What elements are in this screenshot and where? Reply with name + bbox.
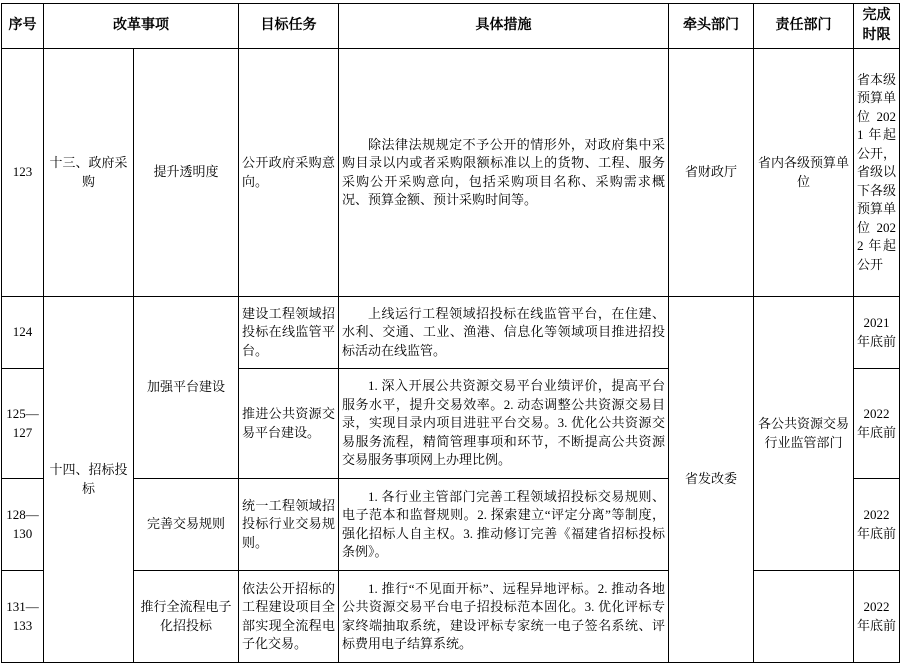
- table-row: [2, 571, 900, 663]
- row-deadline: 2021 年底前: [854, 297, 900, 369]
- row-deadline: 省本级预算单位 2021 年起公开，省级以下各级预算单位 2022 年起公开: [854, 49, 900, 297]
- table-row: [2, 49, 900, 297]
- row-measure: 1. 推行“不见面开标”、远程异地评标。2. 推动各地公共资源交易平台电子招投标范本固化。3. 优化评标专家终端抽取系统，建设评标专家统一电子签名系统、评标费用电子结算系统。: [339, 571, 669, 663]
- row-resp-dept: 省内各级预算单位: [754, 49, 854, 297]
- row-goal: 统一工程领域招投标行业交易规则。: [239, 479, 339, 571]
- row-item: 十四、招标投标: [44, 297, 134, 663]
- reform-task-table: [1, 3, 900, 663]
- row-seq: 131—133: [2, 571, 44, 663]
- document-page: [0, 3, 900, 663]
- row-goal: 推进公共资源交易平台建设。: [239, 369, 339, 479]
- row-goal: 建设工程领域招投标在线监管平台。: [239, 297, 339, 369]
- row-task: 完善交易规则: [134, 479, 239, 571]
- row-deadline: 2022 年底前: [854, 571, 900, 663]
- row-task: 推行全流程电子化招投标: [134, 571, 239, 663]
- row-resp-dept: 各公共资源交易行业监管部门: [754, 297, 854, 571]
- column-header-lead: 牵头部门: [669, 4, 754, 49]
- row-measure: 除法律法规规定不予公开的情形外，对政府集中采购目录以内或者采购限额标准以上的货物、工程、服务采购公开采购意向，包括采购项目名称、采购需求概况、预算金额、预计采购时间等。: [339, 49, 669, 297]
- row-seq: 125—127: [2, 369, 44, 479]
- row-task: 加强平台建设: [134, 297, 239, 479]
- table-header-row: [2, 4, 900, 49]
- row-seq: 123: [2, 49, 44, 297]
- row-goal: 依法公开招标的工程建设项目全部实现全流程电子化交易。: [239, 571, 339, 663]
- row-seq: 124: [2, 297, 44, 369]
- column-header-resp: 责任部门: [754, 4, 854, 49]
- row-deadline: 2022 年底前: [854, 479, 900, 571]
- row-seq: 128—130: [2, 479, 44, 571]
- row-goal: 公开政府采购意向。: [239, 49, 339, 297]
- column-header-item: 改革事项: [44, 4, 239, 49]
- row-deadline: 2022 年底前: [854, 369, 900, 479]
- column-header-goal: 目标任务: [239, 4, 339, 49]
- column-header-seq: 序号: [2, 4, 44, 49]
- row-lead-dept: 省财政厅: [669, 49, 754, 297]
- column-header-deadline: 完成时限: [854, 4, 900, 49]
- row-task: 提升透明度: [134, 49, 239, 297]
- row-measure: 1. 各行业主管部门完善工程领域招投标交易规则、电子范本和监督规则。2. 探索建立“评定分离”等制度，强化招标人自主权。3. 推动修订完善《福建省招标投标条例》。: [339, 479, 669, 571]
- row-item: 十三、政府采购: [44, 49, 134, 297]
- row-measure: 上线运行工程领域招投标在线监管平台，在住建、水利、交通、工业、渔港、信息化等领域项目推进招投标活动在线监管。: [339, 297, 669, 369]
- row-measure: 1. 深入开展公共资源交易平台业绩评价，提高平台服务水平，提升交易效率。2. 动态调整公共资源交易目录，实现目录内项目进驻平台交易。3. 优化公共资源交易服务流程，精简管理事项和环节，不断提高公共资源交易服务事项网上办理比例。: [339, 369, 669, 479]
- column-header-measure: 具体措施: [339, 4, 669, 49]
- row-resp-dept: [754, 571, 854, 663]
- row-lead-dept: 省发改委: [669, 297, 754, 663]
- table-row: [2, 297, 900, 369]
